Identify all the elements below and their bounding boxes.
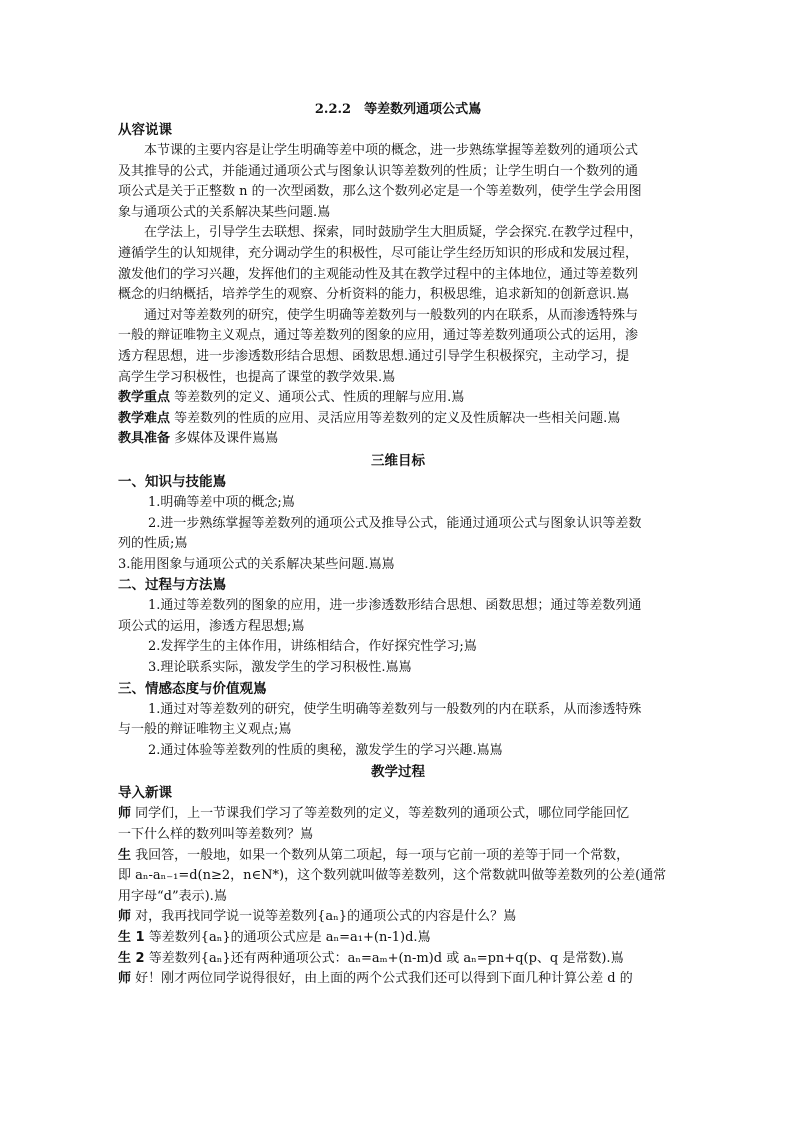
speaker-label: 生 (118, 847, 132, 863)
teaching-focus (118, 388, 678, 409)
dialogue-student (118, 846, 678, 867)
paragraph-1 (118, 141, 678, 223)
teaching-focus-label: 教学重点 (118, 390, 171, 406)
speaker-label: 师 (118, 971, 132, 987)
paragraph-3 (118, 306, 678, 388)
dialogue-text: 我回答，一般地，如果一个数列从第二项起，每一项与它前一项的差等于同一个常数， (135, 847, 630, 863)
text-line: 在学法上，引导学生去联想、探索，同时鼓励学生大胆质疑，学会探究.在教学过程中， (144, 225, 643, 241)
text-line: 通过对等差数列的研究，使学生明确等差数列与一般数列的内在联系，从而渗透特殊与 (144, 307, 639, 323)
goal-heading-process: 二、过程与方法嶌 (118, 577, 226, 594)
teaching-difficulty (118, 409, 678, 430)
speaker-label: 生 2 (118, 950, 145, 966)
speaker-label: 师 (118, 806, 132, 822)
goal-item: 3.理论联系实际，激发学生的学习积极性.嶌嶌 (148, 660, 412, 676)
goal-item-cont: 项公式的运用，渗透方程思想;嶌 (118, 618, 305, 634)
paragraph-2 (118, 223, 678, 305)
page-title: 2.2.2 等差数列通项公式嶌 (314, 102, 482, 117)
teaching-focus-text: 等差数列的定义、通项公式、性质的理解与应用.嶌 (174, 390, 465, 406)
dialogue-cont: 一下什么样的数列叫等差数列？嶌 (118, 827, 314, 843)
goal-item-cont: 列的性质;嶌 (118, 536, 188, 552)
text-line: 象与通项公式的关系解决某些问题.嶌 (118, 204, 331, 220)
goal-item: 1.通过对等差数列的研究，使学生明确等差数列与一般数列的内在联系，从而渗透特殊 (148, 701, 642, 717)
speaker-label: 生 1 (118, 930, 145, 945)
text-line: 本节课的主要内容是让学生明确等差中项的概念，进一步熟练掌握等差数列的通项公式 (144, 143, 639, 158)
text-line: 一般的辩证唯物主义观点，通过等差数列的图象的应用，通过等差数列通项公式的运用，渗 (118, 328, 639, 344)
goal-item: 1.通过等差数列的图象的应用，进一步渗透数形结合思想、函数思想；通过等差数列通 (148, 598, 642, 614)
goal-heading-knowledge: 一、知识与技能嶌 (118, 473, 226, 490)
dialogue-text: 对，我再找同学说一说等差数列{aₙ}的通项公式的内容是什么？嶌 (135, 909, 517, 925)
teaching-process-heading: 教学过程 (371, 764, 425, 781)
teaching-difficulty-label: 教学难点 (118, 410, 171, 426)
dialogue-text: 好！刚才两位同学说得很好，由上面的两个公式我们还可以得到下面几种计算公差 d 的 (135, 971, 633, 987)
text-line: 遵循学生的认知规律，充分调动学生的积极性，尽可能让学生经历知识的形成和发展过程， (118, 245, 639, 261)
dialogue-text: 等差数列{aₙ}还有两种通项公式：aₙ=aₘ+(n-m)d 或 aₙ=pn+q(p、q 是常数).嶌 (148, 950, 624, 966)
goal-item: 2.进一步熟练掌握等差数列的通项公式及推导公式，能通过通项公式与图象认识等差数 (148, 515, 642, 531)
teaching-aids (118, 429, 678, 450)
dialogue-teacher (118, 907, 678, 928)
dialogue-text: 等差数列{aₙ}的通项公式应是 aₙ=a₁+(n-1)d.嶌 (148, 930, 431, 945)
dialogue-teacher (118, 804, 678, 825)
section-heading-congrong: 从容说课 (118, 122, 172, 138)
text-line: 项公式是关于正整数 n 的一次型函数，那么这个数列必定是一个等差数列，使学生学会用图 (118, 184, 642, 200)
teaching-aids-label: 教具准备 (118, 431, 171, 447)
text-line: 及其推导的公式，并能通过通项公式与图象认识等差数列的性质；让学生明白一个数列的通 (118, 163, 639, 179)
document-page (118, 100, 678, 990)
dialogue-cont: 用字母“d”表示).嶌 (118, 888, 227, 904)
speaker-label: 师 (118, 909, 132, 925)
text-line: 概念的归纳概括，培养学生的观察、分析资料的能力，积极思维，追求新知的创新意识.嶌 (118, 287, 630, 303)
goal-item-cont: 与一般的辩证唯物主义观点;嶌 (118, 722, 292, 738)
goal-item: 1.明确等差中项的概念;嶌 (148, 494, 295, 510)
teaching-difficulty-text: 等差数列的性质的应用、灵活应用等差数列的定义及性质解决一些相关问题.嶌 (174, 410, 621, 426)
goal-item: 3.能用图象与通项公式的关系解决某些问题.嶌嶌 (118, 556, 395, 572)
intro-heading: 导入新课 (118, 785, 172, 802)
three-dim-goals-heading: 三维目标 (371, 452, 425, 469)
dialogue-student-1 (118, 928, 678, 949)
dialogue-cont: 即 aₙ-aₙ₋₁=d(n≥2，n∈N*)，这个数列就叫做等差数列，这个常数就叫做等差数列的公差(通常 (118, 868, 667, 884)
goal-item: 2.通过体验等差数列的性质的奥秘，激发学生的学习兴趣.嶌嶌 (148, 742, 503, 758)
goal-item: 2.发挥学生的主体作用，讲练相结合，作好探究性学习;嶌 (148, 639, 477, 655)
dialogue-teacher (118, 969, 678, 990)
text-line: 高学生学习积极性，也提高了课堂的教学效果.嶌 (118, 369, 396, 385)
goal-heading-attitude: 三、情感态度与价值观嶌 (118, 680, 267, 697)
dialogue-student-2 (118, 949, 678, 970)
dialogue-text: 同学们，上一节课我们学习了等差数列的定义，等差数列的通项公式，哪位同学能回忆 (135, 806, 630, 822)
text-line: 透方程思想，进一步渗透数形结合思想、函数思想.通过引导学生积极探究，主动学习，提 (118, 348, 630, 364)
text-line: 激发他们的学习兴趣，发挥他们的主观能动性及其在教学过程中的主体地位，通过等差数列 (118, 266, 639, 282)
teaching-aids-text: 多媒体及课件嶌嶌 (174, 431, 279, 447)
